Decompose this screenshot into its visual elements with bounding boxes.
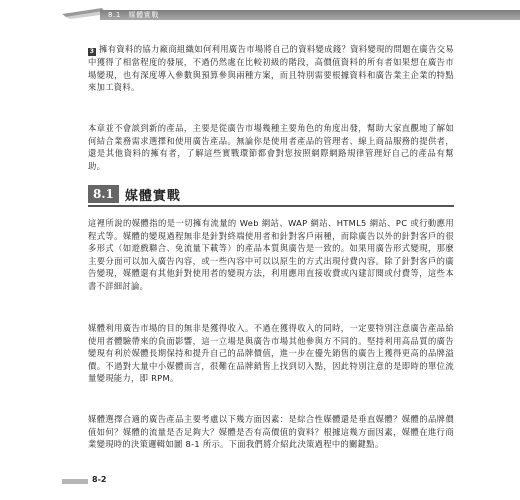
body-paragraph-3: 媒體選擇合適的廣告產品主要考慮以下幾方面因素：是綜合性媒體還是垂直媒體？媒體的品牌價值如何？媒體的流量是否足夠大？媒體是否有高價值的資料？根據這幾方面因素，媒體在進行商業變現時的決策邏輯如圖 8-1 所示。下面我們將介紹此決策過程中的關鍵點。 (88, 414, 454, 450)
bullet-number: 3 (89, 48, 95, 55)
body-paragraph-1: 這裡所說的媒體指的是一切擁有流量的 Web 網站、WAP 網站、HTML5 網站、PC 或行動應用程式等。媒體的變現過程無非是針對終端使用者和針對客戶兩種，而除廣告以外的針對客戶的很多形式（如遊戲聯合、免流量下載等）的產品本質與廣告是一致的。如果用廣告形式變現，那麼主要分面可以加入廣告內容，或一些內容中可以以原生的方式出現付費內容。除了針對客戶的廣告變現，媒體還有其他針對使用者的變現方法，利用應用直接收費或內建訂閱或付費等，這些本書不詳細討論。 (88, 218, 454, 291)
footer-bar (62, 479, 88, 484)
section-rule (88, 205, 454, 207)
section-heading (88, 185, 181, 203)
intro-bullet-text: 擁有資料的協力廠商組織如何利用廣告市場將自己的資料變成錢？資料變現的問題在廣告交易中獲得了相當程度的發展，不過仍然處在比較初級的階段，高價值資料的所有者如果想在廣告市場變現，也有深度導入參數與預算參與兩種方案，而且特別需要根據資料和廣告業主企業的特點來加工資料。 (88, 44, 454, 93)
header-bar (100, 10, 520, 20)
running-header: 8.1 媒體實戰 (108, 11, 159, 19)
page-number: 8-2 (92, 475, 107, 484)
body-paragraph-2: 媒體利用廣告市場的目的無非是獲得收入。不過在獲得收入的同時，一定要特別注意廣告產品給使用者體驗帶來的負面影響，這一立場是與廣告市場其他參與方不同的。堅持利用高品質的廣告變現有利於媒體長期保持和提升自己的品牌價值，進一步在優先銷售的廣告上獲得更高的品牌溢價。不過對大量中小媒體而言，很難在品牌銷售上找到切入點，因此特別注意的是即時的單位流量變現能力，即 RPM。 (88, 323, 454, 384)
section-title: 媒體實戰 (124, 188, 181, 204)
section-number: 8.1 (88, 185, 119, 203)
intro-paragraph: 本章並不會談到新的產品，主要是從廣告市場幾種主要角色的角度出發，幫助大家直觀地了解如何結合業務需求選擇和使用廣告產品。無論你是使用者產品的管理者、線上商品服務的提供者，還是其他資料的擁有者，了解這些實戰環節都會對您按照網際網路規律管理好自己的產品有幫助。 (88, 123, 454, 171)
book-logo-icon (62, 4, 104, 18)
intro-bullet-paragraph (88, 43, 454, 94)
